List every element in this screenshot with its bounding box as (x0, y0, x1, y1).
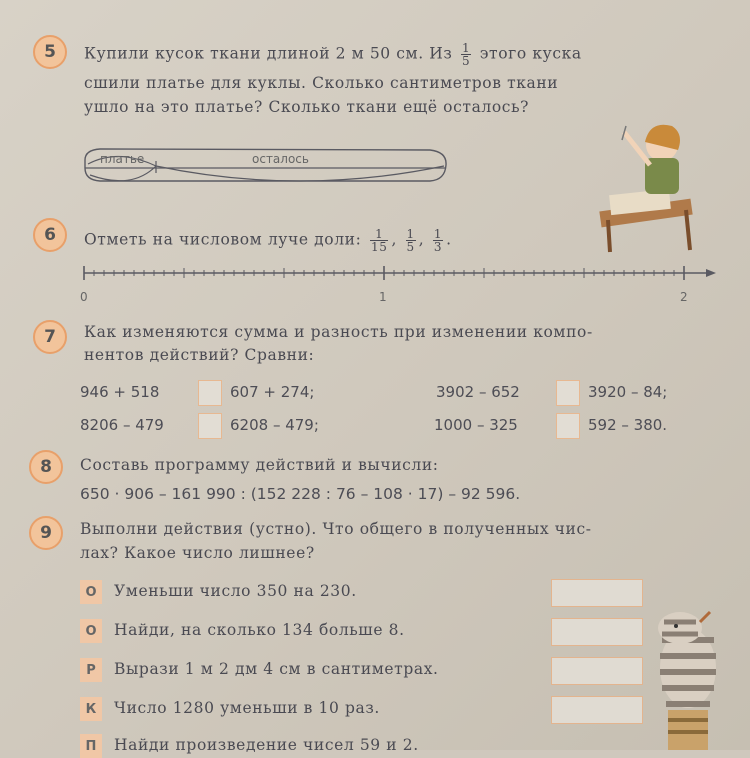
task8-expression: 650 · 906 – 161 990 : (152 228 : 76 – 108 · 17) – 92 596. (80, 485, 521, 503)
answer-box[interactable] (551, 696, 643, 724)
task-number-label: 6 (44, 225, 56, 245)
number-line (84, 266, 716, 280)
fraction-1-15 (370, 228, 388, 253)
fraction-numerator: 1 (433, 227, 443, 241)
fraction-1-5 (406, 228, 416, 253)
task7-line1: Как изменяются сумма и разность при изменении компо- (84, 323, 593, 341)
task9-line1: Выполни действия (устно). Что общего в полученных чис- (80, 520, 592, 538)
task9-item: Найди, на сколько 134 больше 8. (114, 621, 405, 639)
striped-mascot-illustration (658, 612, 716, 750)
item-letter: Р (80, 658, 102, 682)
task5-line2: сшили платье для куклы. Сколько сантиметров ткани (84, 74, 559, 92)
task-number-label: 7 (44, 327, 56, 347)
fraction-denominator: 3 (433, 240, 443, 254)
task5-line3: ушло на это платье? Сколько ткани ещё осталось? (84, 98, 530, 116)
task7-line2: нентов действий? Сравни: (84, 346, 315, 364)
axis-label-0: 0 (80, 290, 88, 304)
compare-box[interactable] (556, 380, 580, 406)
axis-label-2: 2 (680, 290, 688, 304)
item-letter: О (80, 580, 102, 604)
task6-line: Отметь на числовом луче доли: $\frac{1}{15}$ , $\frac{1}{5}$ , $\frac{1}{3}$ . (84, 227, 452, 254)
compare-box[interactable] (198, 413, 222, 439)
task5-text-part1: Купили кусок ткани длиной 2 м 50 см. Из (84, 44, 453, 63)
task-number-label: 5 (44, 42, 56, 62)
task9-item: Уменьши число 350 на 230. (114, 582, 357, 600)
compare-box[interactable] (556, 413, 580, 439)
task8-line1: Составь программу действий и вычисли: (80, 456, 439, 474)
number-line-ticks (84, 266, 684, 280)
task9-line2: лах? Какое число лишнее? (80, 544, 315, 562)
expr-right-b: 3920 – 84; (588, 383, 668, 401)
task9-item: Найди произведение чисел 59 и 2. (114, 736, 419, 754)
expr-left-a: 8206 – 479 (80, 416, 164, 434)
task9-item: Вырази 1 м 2 дм 4 см в сантиметрах. (114, 660, 439, 678)
task-number-7 (33, 320, 67, 354)
expr-right-b: 592 – 380. (588, 416, 668, 434)
fraction-numerator: 1 (370, 228, 388, 241)
compare-box[interactable] (198, 380, 222, 406)
fraction-numerator: 1 (406, 227, 415, 241)
bar-label-remaining: осталось (252, 152, 309, 166)
expr-left-b: 6208 – 479; (230, 416, 319, 434)
task6-text: Отметь на числовом луче доли: (84, 230, 362, 249)
item-letter: П (80, 734, 102, 758)
fraction-1-3 (433, 228, 443, 253)
task-number-9 (29, 516, 63, 550)
expr-left-b: 607 + 274; (230, 383, 315, 401)
expr-right-a: 1000 – 325 (434, 416, 518, 434)
axis-label-1: 1 (379, 290, 387, 304)
task-number-label: 9 (40, 523, 52, 543)
task9-item: Число 1280 уменьши в 10 раз. (114, 699, 380, 717)
fraction-denominator: 15 (370, 240, 388, 254)
fraction-numerator: 1 (461, 41, 471, 55)
task-number-8 (29, 450, 63, 484)
answer-box[interactable] (551, 579, 643, 607)
fraction-denominator: 5 (461, 54, 471, 68)
task5-text-part2: этого куска (479, 44, 582, 63)
item-letter: О (80, 619, 102, 643)
expr-left-a: 946 + 518 (80, 383, 160, 401)
task-number-label: 8 (40, 457, 52, 477)
task-number-6 (33, 218, 67, 252)
girl-sewing-illustration (599, 125, 692, 252)
answer-box[interactable] (551, 618, 643, 646)
answer-box[interactable] (551, 657, 643, 685)
bar-label-dress: платье (100, 152, 145, 166)
item-letter: К (80, 697, 102, 721)
fraction-denominator: 5 (406, 240, 415, 254)
expr-right-a: 3902 – 652 (436, 383, 520, 401)
number-line-arrow (706, 269, 716, 277)
